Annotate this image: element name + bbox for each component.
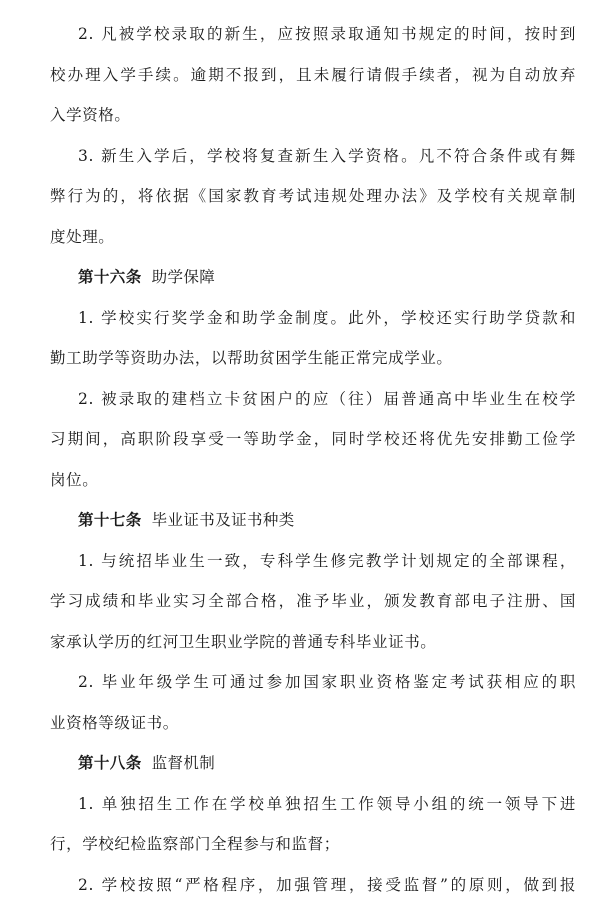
article-title: 毕业证书及证书种类: [152, 511, 295, 529]
article-number: 第十七条: [78, 511, 142, 529]
text-line: 2. 毕业年级学生可通过参加国家职业资格鉴定考试获相应的职: [50, 662, 576, 703]
article-18-heading: [50, 743, 576, 784]
paragraph-principles: [50, 865, 576, 905]
text-line: 习期间，高职阶段享受一等助学金，同时学校还将优先安排勤工俭学: [50, 419, 576, 460]
text-line: 3. 新生入学后，学校将复查新生入学资格。凡不符合条件或有舞: [50, 136, 576, 177]
article-title: 监督机制: [152, 754, 216, 772]
paragraph-scholarships: [50, 298, 576, 379]
text-line: 1. 学校实行奖学金和助学金制度。此外，学校还实行助学贷款和: [50, 298, 576, 339]
article-title: 助学保障: [152, 268, 216, 286]
article-17-heading: [50, 500, 576, 541]
text-line: 入学资格。: [50, 95, 576, 136]
paragraph-eligibility-review: [50, 136, 576, 258]
paragraph-poverty-support: [50, 379, 576, 501]
article-number: 第十六条: [78, 268, 142, 286]
text-line: 行，学校纪检监察部门全程参与和监督；: [50, 824, 576, 865]
paragraph-vocational-certificate: [50, 662, 576, 743]
text-line: 2. 学校按照“严格程序，加强管理，接受监督”的原则，做到报: [50, 865, 576, 905]
article-number: 第十八条: [78, 754, 142, 772]
text-line: 度处理。: [50, 217, 576, 258]
paragraph-graduation-certificate: [50, 541, 576, 663]
text-line: 家承认学历的红河卫生职业学院的普通专科毕业证书。: [50, 622, 576, 663]
text-line: 1. 与统招毕业生一致，专科学生修完教学计划规定的全部课程，: [50, 541, 576, 582]
text-line: 弊行为的，将依据《国家教育考试违规处理办法》及学校有关规章制: [50, 176, 576, 217]
text-line: 2. 凡被学校录取的新生，应按照录取通知书规定的时间，按时到: [50, 14, 576, 55]
text-line: 业资格等级证书。: [50, 703, 576, 744]
paragraph-leadership-oversight: [50, 784, 576, 865]
article-16-heading: [50, 257, 576, 298]
text-line: 校办理入学手续。逾期不报到，且未履行请假手续者，视为自动放弃: [50, 55, 576, 96]
text-line: 学习成绩和毕业实习全部合格，准予毕业，颁发教育部电子注册、国: [50, 581, 576, 622]
text-line: 2. 被录取的建档立卡贫困户的应（往）届普通高中毕业生在校学: [50, 379, 576, 420]
text-line: 岗位。: [50, 460, 576, 501]
paragraph-enrollment-procedure: [50, 14, 576, 136]
text-line: 勤工助学等资助办法，以帮助贫困学生能正常完成学业。: [50, 338, 576, 379]
text-line: 1. 单独招生工作在学校单独招生工作领导小组的统一领导下进: [50, 784, 576, 825]
